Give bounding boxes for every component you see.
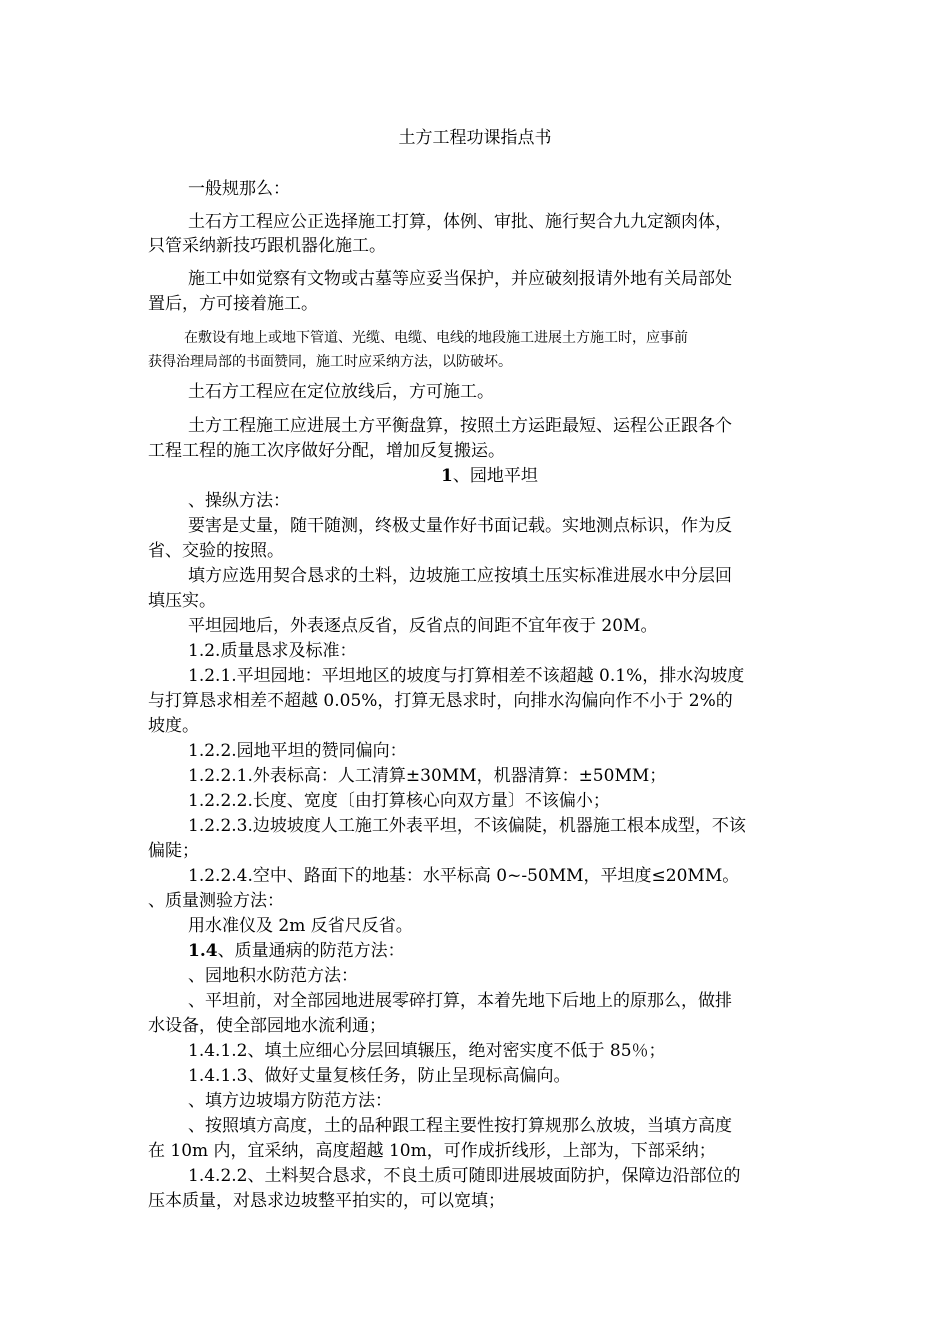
paragraph-text: 与打算恳求相差不超越 0.05%，打算无恳求时，向排水沟偏向作不小于 2%的 <box>148 691 733 711</box>
list-item: 1.2.2.4.空中、路面下的地基：水平标高 0~-50MM，平坦度≤20MM。 <box>188 866 740 886</box>
paragraph-text: 土石方工程应在定位放线后，方可施工。 <box>188 382 494 402</box>
subsection-heading: 、填方边坡塌方防范方法： <box>188 1091 392 1111</box>
list-item: 1.4.2.2、土料契合恳求，不良土质可随即进展坡面防护，保障边沿部位的 <box>188 1166 741 1186</box>
paragraph-text: 在敷设有地上或地下管道、光缆、电缆、电线的地段施工进展土方施工时，应事前 <box>184 330 688 346</box>
paragraph-text: 填方应选用契合恳求的土料，边坡施工应按填土压实标准进展水中分层回 <box>188 566 732 586</box>
subsection-heading: 1.2.2.园地平坦的赞同偏向： <box>188 741 407 761</box>
paragraph-text: 土石方工程应公正选择施工打算，体例、审批、施行契合九九定额肉体， <box>188 212 732 232</box>
list-item: 1.4.1.2、填土应细心分层回填辗压，绝对密实度不低于 85％； <box>188 1041 666 1061</box>
section-number: 1 <box>441 466 453 486</box>
list-item: 1.4.1.3、做好丈量复核任务，防止呈现标高偏向。 <box>188 1066 571 1086</box>
section-title: 、质量通病的防范方法： <box>217 941 405 961</box>
subsection-heading: 、园地积水防范方法： <box>188 966 358 986</box>
paragraph-text: 施工中如觉察有文物或古墓等应妥当保护，并应破刻报请外地有关局部处 <box>188 269 732 289</box>
paragraph-text: 只管采纳新技巧跟机器化施工。 <box>148 236 386 256</box>
paragraph-text: 1.2.1.平坦园地：平坦地区的坡度与打算相差不该超越 0.1%，排水沟坡度 <box>188 666 745 686</box>
paragraph-text: 获得治理局部的书面赞同，施工时应采纳方法，以防破坏。 <box>148 354 512 370</box>
subsection-heading: 1.2.质量恳求及标准： <box>188 641 357 661</box>
general-heading: 一般规那么： <box>188 179 290 199</box>
section-title: 、园地平坦 <box>452 466 538 486</box>
paragraph-text: 平坦园地后，外表逐点反省，反省点的间距不宜年夜于 20M。 <box>188 616 658 636</box>
paragraph-text: 用水准仪及 2m 反省尺反省。 <box>188 916 413 936</box>
subsection-heading: 、操纵方法： <box>188 491 290 511</box>
list-item: 1.2.2.3.边坡坡度人工施工外表平坦，不该偏陡，机器施工根本成型，不该 <box>188 816 746 836</box>
list-item: 水设备，使全部园地水流利通； <box>148 1016 386 1036</box>
list-item: 压本质量，对恳求边坡整平拍实的，可以宽填； <box>148 1191 505 1211</box>
list-item: 1.2.2.1.外表标高：人工清算±30MM，机器清算：±50MM； <box>188 766 667 786</box>
section-number: 1.4 <box>188 941 218 961</box>
paragraph-text: 坡度。 <box>148 716 199 736</box>
paragraph-text: 工程工程的施工次序做好分配，增加反复搬运。 <box>148 441 505 461</box>
subsection-heading <box>188 940 405 962</box>
paragraph-text: 土方工程施工应进展土方平衡盘算，按照土方运距最短、运程公正跟各个 <box>188 416 732 436</box>
list-item: 偏陡； <box>148 841 199 861</box>
subsection-heading: 、质量测验方法： <box>148 891 284 911</box>
list-item: 在 10m 内，宜采纳，高度超越 10m，可作成折线形，上部为，下部采纳； <box>148 1141 716 1161</box>
list-item: 、平坦前，对全部园地进展零碎打算，本着先地下后地上的原那么，做排 <box>188 991 732 1011</box>
paragraph-text: 填压实。 <box>148 591 216 611</box>
section-heading <box>441 465 538 487</box>
list-item: 、按照填方高度，土的品种跟工程主要性按打算规那么放坡，当填方高度 <box>188 1116 732 1136</box>
paragraph-text: 省、交验的按照。 <box>148 541 284 561</box>
list-item: 1.2.2.2.长度、宽度〔由打算核心向双方量〕不该偏小； <box>188 791 610 811</box>
paragraph-text: 要害是丈量，随干随测，终极丈量作好书面记载。实地测点标识，作为反 <box>188 516 732 536</box>
document-title: 土方工程功课指点书 <box>398 128 552 148</box>
paragraph-text: 置后，方可接着施工。 <box>148 294 318 314</box>
